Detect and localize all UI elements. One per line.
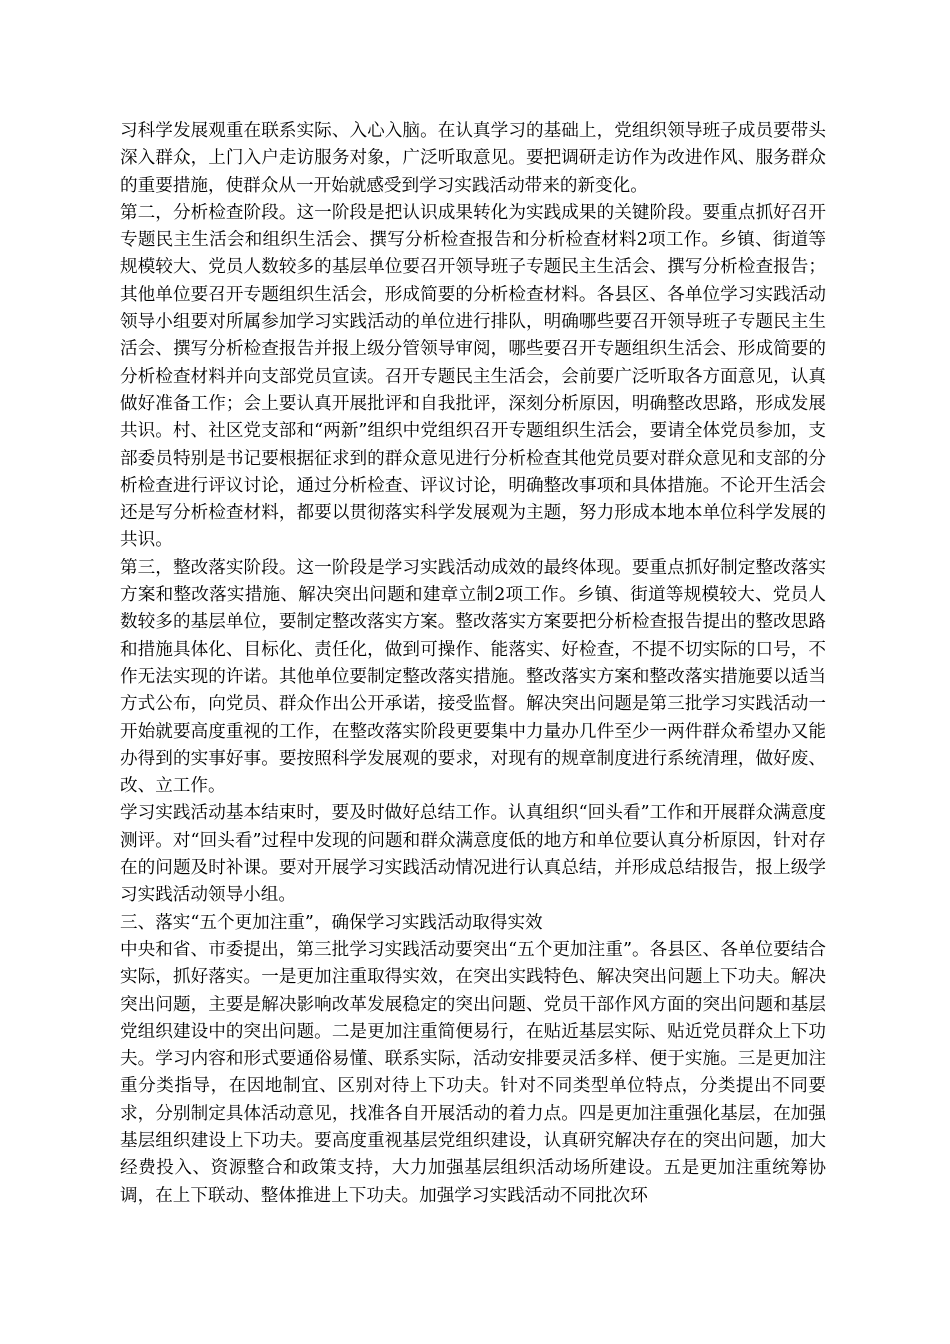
paragraph-rectification-stage: 第三，整改落实阶段。这一阶段是学习实践活动成效的最终体现。要重点抓好制定整改落实方案和整改落实措施、解决突出问题和建章立制2项工作。乡镇、街道等规模较大、党员人数较多的基层单位，要制定整改落实方案。整改落实方案要把分析检查报告提出的整改思路和措施具体化、目标化、责任化，做到可操作、能落实、好检查，不提不切实际的口号，不作无法实现的许诺。其他单位要制定整改落实措施。整改落实方案和整改落实措施要以适当方式公布，向党员、群众作出公开承诺，接受监督。解决突出问题是第三批学习实践活动一开始就要高度重视的工作，在整改落实阶段更要集中力量办几件至少一两件群众希望办又能办得到的实事好事。要按照科学发展观的要求，对现有的规章制度进行系统清理，做好废、改、立工作。 [120,557,826,797]
section-heading: 三、落实“五个更加注重”，确保学习实践活动取得实效 [120,912,543,933]
paragraph-five-emphases: 中央和省、市委提出，第三批学习实践活动要突出“五个更加注重”。各县区、各单位要结合实际，抓好落实。一是更加注重取得实效，在突出实践特色、解决突出问题上下功夫。解决突出问题，主要是解决影响改革发展稳定的突出问题、党员干部作风方面的突出问题和基层党组织建设中的突出问题。二是更加注重简便易行，在贴近基层实际、贴近党员群众上下功夫。学习内容和形式要通俗易懂、联系实际，活动安排要灵活多样、便于实施。三是更加注重分类指导，在因地制宜、区别对待上下功夫。针对不同类型单位特点，分类提出不同要求，分别制定具体活动意见，找准各自开展活动的着力点。四是更加注重强化基层，在加强基层组织建设上下功夫。要高度重视基层党组织建设，认真研究解决存在的突出问题，加大经费投入、资源整合和政策支持，大力加强基层组织活动场所建设。五是更加注重统筹协调，在上下联动、整体推进上下功夫。加强学习实践活动不同批次环 [120,939,826,1206]
document-body [120,118,826,1210]
paragraph-study-practice: 习科学发展观重在联系实际、入心入脑。在认真学习的基础上，党组织领导班子成员要带头深入群众，上门入户走访服务对象，广泛听取意见。要把调研走访作为改进作风、服务群众的重要措施，使群众从一开始就感受到学习实践活动带来的新变化。 [120,121,826,196]
paragraph-analysis-stage: 第二，分析检查阶段。这一阶段是把认识成果转化为实践成果的关键阶段。要重点抓好召开专题民主生活会和组织生活会、撰写分析检查报告和分析检查材料2项工作。乡镇、街道等规模较大、党员人数较多的基层单位要召开领导班子专题民主生活会、撰写分析检查报告；其他单位要召开专题组织生活会，形成简要的分析检查材料。各县区、各单位学习实践活动领导小组要对所属参加学习实践活动的单位进行排队，明确哪些要召开领导班子专题民主生活会、撰写分析检查报告并报上级分管领导审阅，哪些要召开专题组织生活会、形成简要的分析检查材料并向支部党员宣读。召开专题民主生活会，会前要广泛听取各方面意见，认真做好准备工作；会上要认真开展批评和自我批评，深刻分析原因，明确整改思路，形成发展共识。村、社区党支部和“两新”组织中党组织召开专题组织生活会，要请全体党员参加，支部委员特别是书记要根据征求到的群众意见进行分析检查其他党员要对群众意见和支部的分析检查进行评议讨论，通过分析检查、评议讨论，明确整改事项和具体措施。不论开生活会还是写分析检查材料，都要以贯彻落实科学发展观为主题，努力形成本地本单位科学发展的共识。 [120,202,826,551]
paragraph-summary-work: 学习实践活动基本结束时，要及时做好总结工作。认真组织“回头看”工作和开展群众满意度测评。对“回头看”过程中发现的问题和群众满意度低的地方和单位要认真分析原因，针对存在的问题及时补课。要对开展学习实践活动情况进行认真总结，并形成总结报告，报上级学习实践活动领导小组。 [120,803,826,906]
